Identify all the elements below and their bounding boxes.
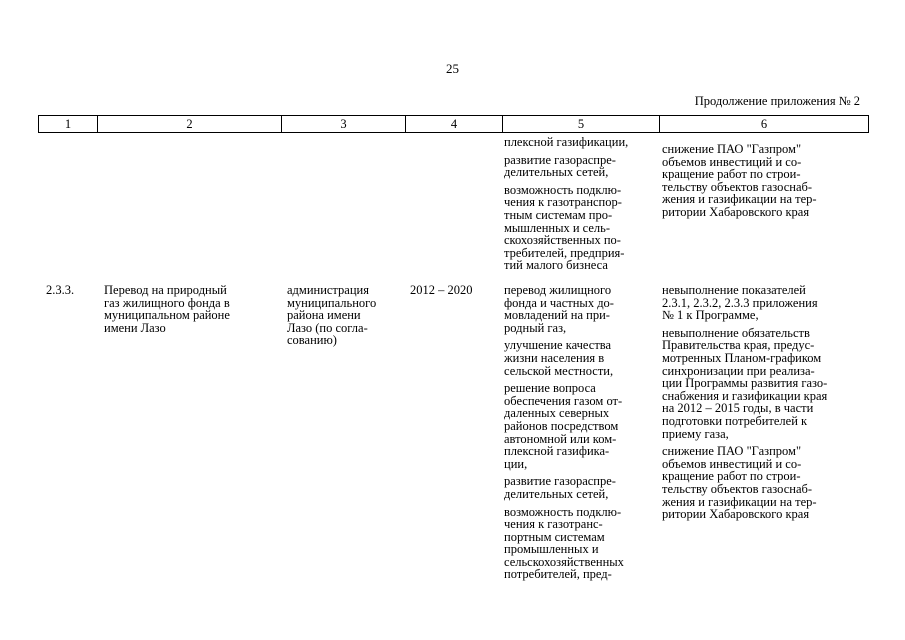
text-line: 2.3.1, 2.3.2, 2.3.3 приложения [662, 295, 818, 310]
text-line: невыполнение показателей [662, 283, 806, 297]
text-line: портным системам [504, 529, 605, 544]
page-number: 25 [446, 61, 459, 76]
text-line: снижение ПАО "Газпром" [662, 444, 802, 459]
text-line: подготовки потребителей к [662, 413, 808, 428]
paragraph [504, 184, 660, 272]
text-line: возможность подклю- [504, 504, 622, 519]
text-line: требителей, предприя- [504, 245, 625, 260]
text-line: кращение работ по строи- [662, 167, 801, 182]
text-line: промышленных и [504, 542, 599, 557]
text-line: возможность подклю- [504, 182, 622, 197]
text-line: снижение ПАО "Газпром" [662, 142, 802, 156]
text-line: ции, [504, 456, 528, 471]
paragraph [504, 506, 660, 582]
text-line: скохозяйственных по- [504, 233, 621, 248]
paragraph [504, 382, 660, 470]
text-line: сельскохозяйственных [504, 554, 624, 569]
continuation-label: Продолжение приложения № 2 [694, 94, 860, 108]
text-line: Лазо (по согла- [287, 320, 368, 335]
column-header-5: 5 [503, 116, 660, 133]
text-line: чения к газотранс- [504, 517, 603, 532]
paragraph [504, 136, 660, 149]
text-line: мышленных и сель- [504, 220, 611, 235]
paragraph [662, 445, 867, 521]
text-line: муниципального [287, 295, 377, 310]
text-line: невыполнение обязательств [662, 325, 810, 340]
paragraph [662, 327, 867, 440]
text-line: жизни населения в [504, 350, 605, 365]
text-line: делительных сетей, [504, 165, 609, 180]
prev-row-expected-results [504, 136, 660, 277]
text-line: тным системам про- [504, 207, 613, 222]
text-line: даленных северных [504, 406, 610, 421]
row-period: 2012 – 2020 [410, 283, 473, 297]
text-line: ритории Хабаровского края [662, 204, 810, 219]
prev-row-consequences [662, 143, 862, 224]
text-line: улучшение качества [504, 338, 612, 353]
paragraph [662, 284, 867, 322]
text-line: снабжения и газификации края [662, 388, 828, 403]
column-header-table [38, 115, 869, 133]
text-line: ритории Хабаровского края [662, 507, 810, 522]
text-line: тельству объектов газоснаб- [662, 481, 813, 496]
paragraph [662, 143, 862, 219]
text-line: районов посредством [504, 418, 619, 433]
column-header-3: 3 [282, 116, 406, 133]
column-header-2: 2 [98, 116, 282, 133]
text-line: плексной газифика- [504, 444, 610, 459]
text-line: объемов инвестиций и со- [662, 456, 802, 471]
text-line: мотренных Планом-графиком [662, 350, 822, 365]
column-header-6: 6 [660, 116, 869, 133]
row-executor [287, 284, 399, 347]
text-line: на 2012 – 2015 годы, в части [662, 401, 814, 416]
text-line: развитие газораспре- [504, 152, 616, 167]
text-line: приему газа, [662, 426, 729, 441]
text-line: газ жилищного фонда в [104, 295, 230, 310]
column-header-4: 4 [406, 116, 503, 133]
paragraph [504, 475, 660, 500]
text-line: объемов инвестиций и со- [662, 154, 802, 169]
text-line: имени Лазо [104, 320, 166, 335]
row-number: 2.3.3. [46, 283, 75, 297]
text-line: жения и газификации на тер- [662, 494, 817, 509]
text-line: развитие газораспре- [504, 474, 616, 489]
column-header-1: 1 [39, 116, 98, 133]
text-line: чения к газотранспор- [504, 195, 622, 210]
text-line: Перевод на природный [104, 283, 227, 297]
text-line: перевод жилищного [504, 283, 612, 297]
text-line: плексной газификации, [504, 135, 629, 149]
text-line: мовладений на при- [504, 308, 610, 323]
paragraph [504, 284, 660, 334]
row-measure-name [104, 284, 274, 334]
text-line: родный газ, [504, 320, 567, 335]
text-line: фонда и частных до- [504, 295, 614, 310]
text-line: решение вопроса [504, 381, 596, 396]
text-line: Правительства края, предус- [662, 338, 815, 353]
text-line: тельству объектов газоснаб- [662, 179, 813, 194]
row-consequences [662, 284, 867, 526]
text-line: ции Программы развития газо- [662, 376, 828, 391]
text-line: кращение работ по строи- [662, 469, 801, 484]
text-line: сованию) [287, 333, 337, 348]
text-line: администрация [287, 283, 369, 297]
text-line: сельской местности, [504, 363, 614, 378]
text-line: муниципальном районе [104, 308, 230, 323]
text-line: автономной или ком- [504, 431, 617, 446]
row-expected-results [504, 284, 660, 586]
text-line: № 1 к Программе, [662, 308, 759, 323]
text-line: потребителей, пред- [504, 567, 612, 582]
text-line: обеспечения газом от- [504, 393, 623, 408]
text-line: жения и газификации на тер- [662, 192, 817, 207]
text-line: тий малого бизнеса [504, 258, 608, 273]
paragraph [504, 154, 660, 179]
column-header-row [39, 116, 869, 133]
paragraph [504, 339, 660, 377]
text-line: синхронизации при реализа- [662, 363, 815, 378]
text-line: делительных сетей, [504, 486, 609, 501]
text-line: района имени [287, 308, 361, 323]
